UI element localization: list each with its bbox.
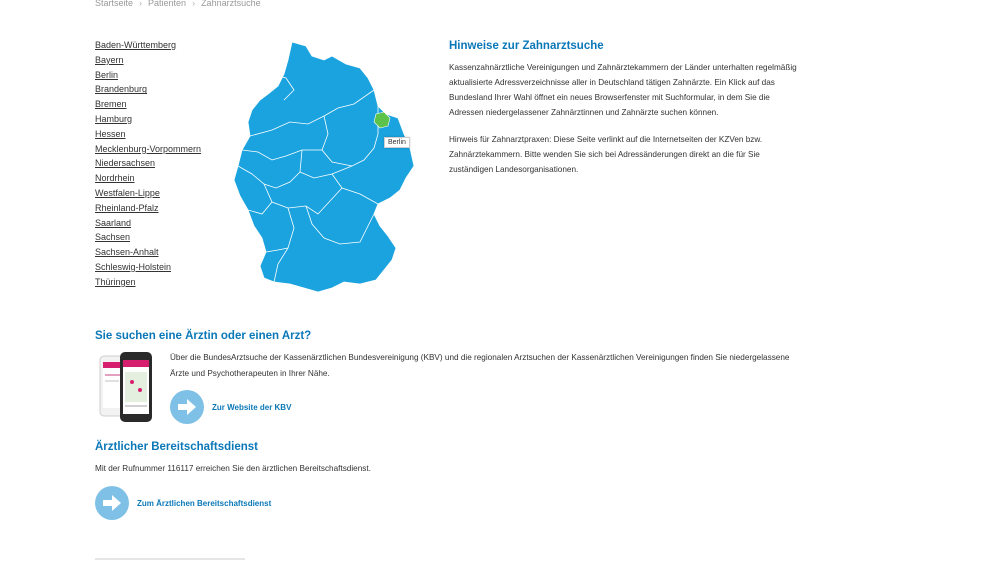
germany-map[interactable]	[228, 38, 428, 296]
kbv-link-label[interactable]: Zur Website der KBV	[212, 402, 292, 412]
state-link[interactable]: Westfalen-Lippe	[95, 187, 160, 198]
footer-divider	[95, 558, 245, 560]
state-link[interactable]: Mecklenburg-Vorpommern	[95, 143, 202, 154]
app-phones-image	[96, 350, 166, 428]
hint-paragraph: Hinweis für Zahnarztpraxen: Diese Seite verlinkt auf die Internetseiten der KZVen bzw. Zahnärztekammern. Bitte wenden Sie sich bei Adressänderungen direkt an die für Sie zuständigen Landesorganisationen.	[449, 135, 763, 174]
hint-paragraph: Kassenzahnärztliche Vereinigungen und Zahnärztekammern der Länder unterhalten regelmäßig aktualisierte Adressverzeichnisse aller in Deutschland tätigen Zahnärzte. Ein Klick auf das Bundesland Ihrer Wahl öffnet ein neues Browserfenster mit Suchformular, in dem Sie die Adressen niedergelassener Zahnärztinnen und Zahnärzte suchen können.	[449, 63, 797, 117]
berlin-tooltip: Berlin	[384, 137, 410, 148]
state-link[interactable]: Brandenburg	[95, 84, 148, 95]
emergency-text: Mit der Rufnummer 116117 erreichen Sie den ärztlichen Bereitschaftsdienst.	[95, 464, 371, 473]
state-link[interactable]: Hamburg	[95, 113, 133, 124]
chevron-right-icon: ›	[139, 0, 143, 8]
state-link[interactable]: Baden-Württemberg	[95, 40, 177, 50]
doctor-search-text: Über die BundesArztsuche der Kassenärztlichen Bundesvereinigung (KBV) und die regionalen Arztsuchen der Kassenärztlichen Vereinigungen finden Sie niedergelassene Ärzte und Psychotherapeuten in Ihrer Nähe.	[170, 353, 790, 378]
state-link[interactable]: Rheinland-Pfalz	[95, 202, 159, 213]
emergency-title: Ärztlicher Bereitschaftsdienst	[95, 441, 258, 453]
state-link[interactable]: Nordrhein	[95, 173, 135, 184]
germany-map-svg[interactable]	[228, 38, 428, 296]
state-link[interactable]: Thüringen	[95, 276, 136, 287]
state-link[interactable]: Bremen	[95, 99, 127, 110]
state-link[interactable]: Sachsen	[95, 232, 131, 243]
arrow-right-icon[interactable]	[170, 390, 204, 424]
germany-outline[interactable]	[234, 42, 414, 292]
hint-title: Hinweise zur Zahnarztsuche	[449, 40, 604, 52]
state-list	[95, 38, 201, 290]
state-link[interactable]: Niedersachsen	[95, 158, 156, 169]
emergency-link-label[interactable]: Zum Ärztlichen Bereitschaftsdienst	[137, 498, 272, 508]
state-link[interactable]: Bayern	[95, 54, 124, 65]
breadcrumb-patients[interactable]: Patienten	[148, 0, 187, 8]
state-link[interactable]: Berlin	[95, 69, 119, 80]
breadcrumb-current: Zahnarztsuche	[201, 0, 261, 8]
emergency-link[interactable]	[95, 486, 271, 520]
state-link[interactable]: Sachsen-Anhalt	[95, 247, 159, 258]
state-link[interactable]: Hessen	[95, 128, 126, 139]
arrow-right-icon[interactable]	[95, 486, 129, 520]
kbv-link[interactable]	[170, 390, 291, 424]
breadcrumb-home[interactable]: Startseite	[95, 0, 134, 8]
hint-section	[449, 40, 799, 189]
state-link[interactable]: Saarland	[95, 217, 132, 228]
doctor-search-title: Sie suchen eine Ärztin oder einen Arzt?	[95, 330, 312, 342]
chevron-right-icon: ›	[192, 0, 196, 8]
state-link[interactable]: Schleswig-Holstein	[95, 261, 172, 272]
breadcrumb	[95, 0, 261, 8]
